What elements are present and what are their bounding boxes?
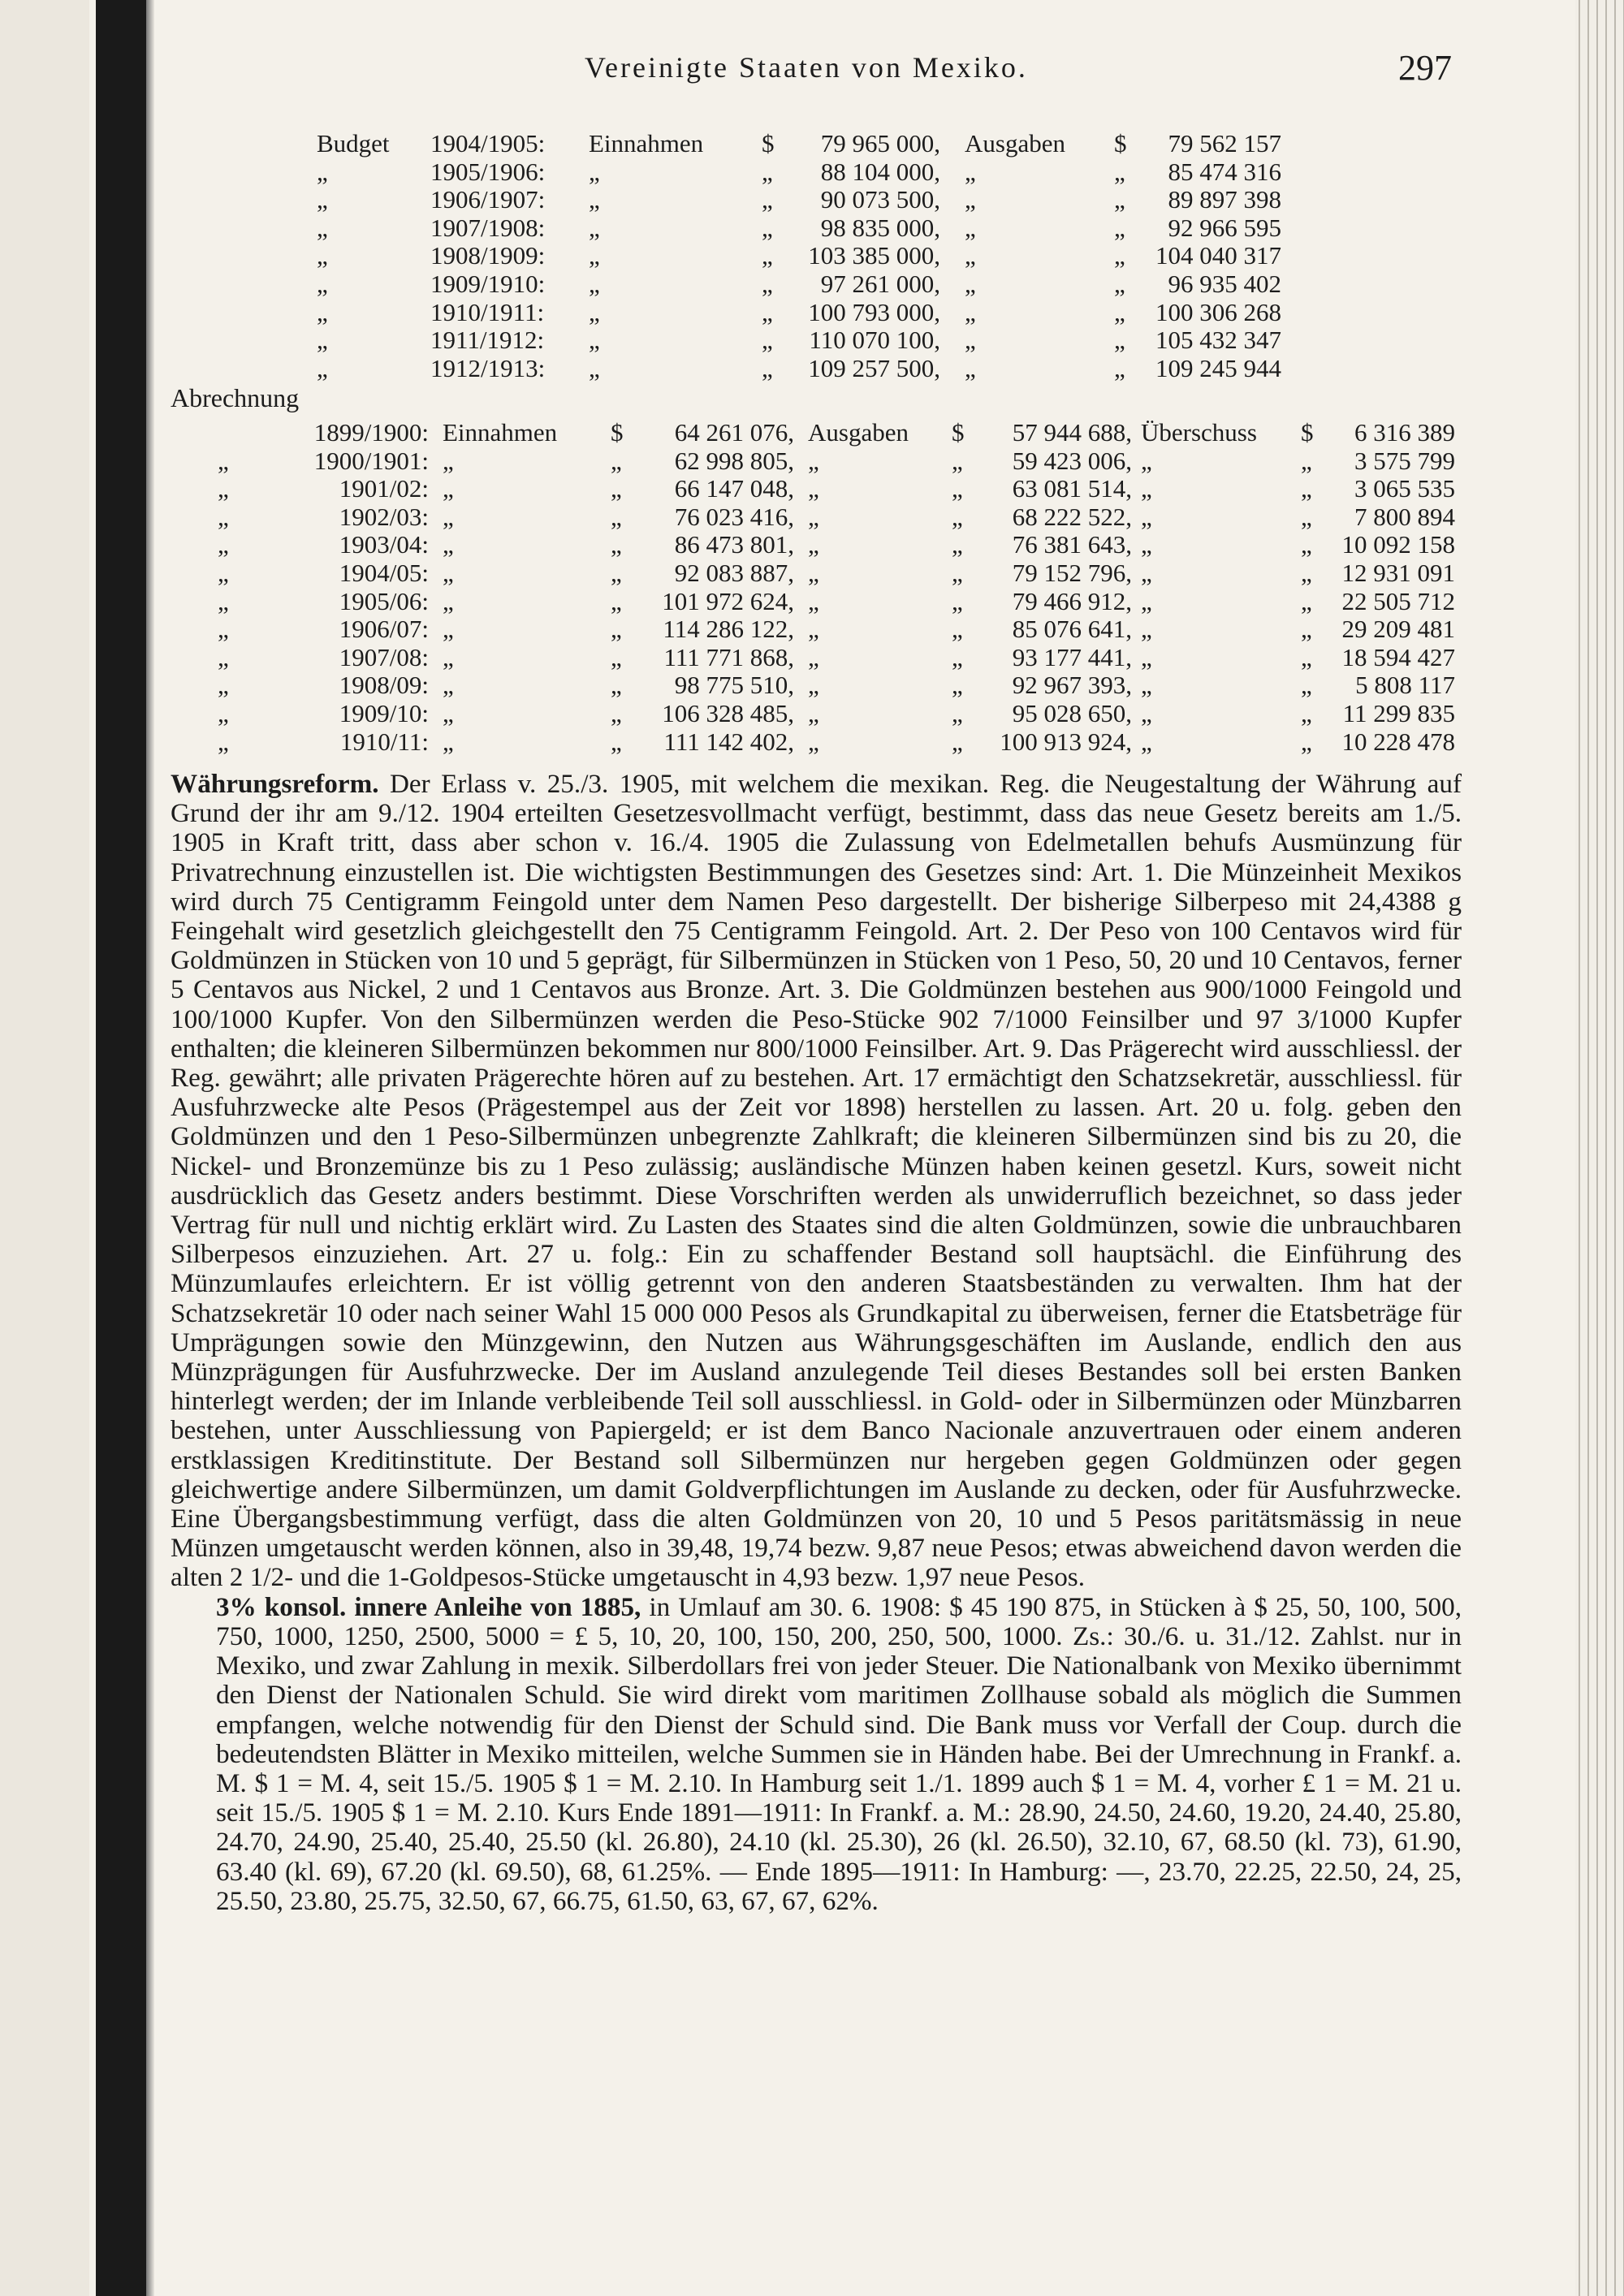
budget-cell-label2: Ausgaben (965, 129, 1065, 158)
abrechnung-cell-c1: „ (611, 586, 622, 615)
abrechnung-cell-period: 1900/1901: (313, 446, 429, 475)
abrechnung-cell-l2: „ (808, 502, 819, 531)
abrechnung-heading: Abrechnung (171, 383, 300, 412)
budget-cell-label: „ (589, 241, 600, 270)
abrechnung-cell-l3: „ (1141, 642, 1152, 671)
abrechnung-cell-expense: 76 381 643, (1012, 530, 1132, 559)
abrechnung-cell-c3: $ (1301, 418, 1314, 447)
abrechnung-cell-c2: „ (952, 671, 963, 700)
waehrung-heading: Währungsreform. (171, 769, 379, 799)
budget-cell-label: „ (589, 353, 600, 382)
anleihe-text: in Umlauf am 30. 6. 1908: $ 45 190 875, in Stücken à $ 25, 50, 100, 500, 750, 1000, 1250, 2500, 5000 = £ 5, 10, 20, 100, 150, 200, 250, 500, 1000. Zs.: 30./6. u. 31./12. Zahlst. nur in Mexiko, und zwar Zahlung in mexik. Silberdollars frei von jeder Steuer. Die Nationalbank von Mexiko übernimmt den Dienst der Nationalen Schuld. Sie wird direkt vom maritimen Zollhause sobald als möglich die Summen empfangen, welche notwendig für den Dienst der Schuld sind. Die Bank muss vor Verfall der Coup. durch die bedeutendsten Blätter in Mexiko mitteilen, welche Summen sie in Händen habe. Bei der Umrechnung in Frankf. a. M. $ 1 = M. 4, seit 15./5. 1905 $ 1 = M. 2.10. In Hamburg seit 1./1. 1899 auch $ 1 = M. 4, vorher £ 1 = M. 21 u. seit 15./5. 1905 $ 1 = M. 2.10. Kurs Ende 1891—1911: In Frankf. a. M.: 28.90, 24.50, 24.60, 19.20, 24.40, 25.80, 24.70, 24.90, 25.40, 25.40, 25.50 (kl. 26.80), 24.10 (kl. 25.30), 26 (kl. 26.50), 32.10, 67, 68.50 (kl. 73), 61.90, 63.40 (kl. 69), 67.20 (kl. 69.50), 68, 61.25%. — Ende 1895—1911: In Hamburg: —, 23.70, 22.25, 22.50, 24, 25, 25.50, 23.80, 25.75, 32.50, 67, 66.75, 61.50, 63, 67, 67, 62%. (216, 1591, 1462, 1916)
budget-row (0, 242, 1299, 270)
budget-cell-label2: „ (965, 241, 976, 270)
abrechnung-cell-c1: „ (611, 474, 622, 503)
abrechnung-cell-l3: „ (1141, 474, 1152, 503)
budget-row (0, 270, 1299, 299)
abrechnung-cell-c3: „ (1301, 474, 1312, 503)
abrechnung-cell-c2: „ (952, 530, 963, 559)
abrechnung-cell-expense: 79 466 912, (1012, 586, 1132, 615)
abrechnung-cell-lead: „ (218, 671, 229, 700)
abrechnung-cell-c3: „ (1301, 615, 1312, 644)
abrechnung-cell-l1: „ (443, 642, 454, 671)
abrechnung-cell-surplus: 3 065 535 (1354, 474, 1455, 503)
budget-cell-label2: „ (965, 269, 976, 298)
abrechnung-cell-l2: „ (808, 615, 819, 644)
waehrung-paragraph (171, 770, 1462, 1593)
budget-cell-label: „ (589, 269, 600, 298)
abrechnung-cell-income: 62 998 805, (674, 446, 794, 475)
abrechnung-cell-c2: „ (952, 446, 963, 475)
budget-cell-period: 1907/1908: (430, 213, 546, 242)
body-text (171, 770, 1462, 1916)
abrechnung-cell-c2: „ (952, 502, 963, 531)
abrechnung-cell-period: 1908/09: (339, 671, 429, 700)
abrechnung-cell-l3: „ (1141, 530, 1152, 559)
budget-cell-lead: „ (317, 297, 328, 326)
abrechnung-cell-lead: „ (218, 446, 229, 475)
abrechnung-cell-surplus: 18 594 427 (1341, 642, 1455, 671)
budget-cell-cur1: „ (762, 241, 773, 270)
abrechnung-cell-c2: „ (952, 474, 963, 503)
budget-cell-cur2: „ (1114, 185, 1125, 214)
budget-cell-lead: „ (317, 326, 328, 355)
abrechnung-cell-income: 106 328 485, (662, 698, 794, 727)
abrechnung-cell-l2: „ (808, 446, 819, 475)
abrechnung-cell-c3: „ (1301, 558, 1312, 587)
abrechnung-cell-c1: „ (611, 530, 622, 559)
page-number: 297 (1398, 48, 1452, 88)
abrechnung-cell-l2: „ (808, 671, 819, 700)
abrechnung-cell-c1: „ (611, 727, 622, 756)
abrechnung-cell-l3: Überschuss (1141, 418, 1257, 447)
abrechnung-cell-l1: „ (443, 727, 454, 756)
abrechnung-cell-c3: „ (1301, 502, 1312, 531)
budget-cell-label2: „ (965, 353, 976, 382)
abrechnung-cell-expense: 63 081 514, (1012, 474, 1132, 503)
abrechnung-cell-c2: $ (952, 418, 965, 447)
abrechnung-cell-expense: 79 152 796, (1012, 558, 1132, 587)
abrechnung-cell-period: 1904/05: (339, 558, 429, 587)
budget-cell-income: 110 070 100, (809, 326, 940, 355)
budget-cell-expense: 89 897 398 (1168, 185, 1281, 214)
budget-cell-cur2: „ (1114, 157, 1125, 186)
abrechnung-cell-surplus: 10 228 478 (1341, 727, 1455, 756)
budget-cell-lead: Budget (317, 129, 390, 158)
abrechnung-cell-lead: „ (218, 727, 229, 756)
budget-cell-cur1: „ (762, 297, 773, 326)
budget-table (0, 130, 1299, 382)
abrechnung-cell-l1: „ (443, 615, 454, 644)
budget-cell-cur1: „ (762, 157, 773, 186)
abrechnung-cell-l1: „ (443, 586, 454, 615)
budget-cell-cur2: „ (1114, 213, 1125, 242)
abrechnung-row (0, 727, 1455, 757)
abrechnung-cell-l2: „ (808, 558, 819, 587)
abrechnung-cell-c3: „ (1301, 530, 1312, 559)
abrechnung-cell-l2: „ (808, 727, 819, 756)
budget-cell-income: 103 385 000, (808, 241, 940, 270)
abrechnung-cell-period: 1909/10: (339, 698, 429, 727)
abrechnung-cell-surplus: 6 316 389 (1354, 418, 1455, 447)
abrechnung-cell-surplus: 3 575 799 (1354, 446, 1455, 475)
budget-cell-expense: 79 562 157 (1168, 129, 1281, 158)
abrechnung-cell-period: 1901/02: (339, 474, 429, 503)
budget-cell-lead: „ (317, 213, 328, 242)
budget-cell-period: 1905/1906: (430, 157, 546, 186)
budget-cell-cur1: „ (762, 213, 773, 242)
abrechnung-cell-expense: 100 913 924, (1000, 727, 1132, 756)
budget-cell-lead: „ (317, 353, 328, 382)
abrechnung-cell-l3: „ (1141, 615, 1152, 644)
budget-cell-label: „ (589, 326, 600, 355)
abrechnung-cell-l1: „ (443, 530, 454, 559)
waehrung-text: Der Erlass v. 25./3. 1905, mit welchem die mexikan. Reg. die Neugestaltung der Währung auf Grund der ihr am 9./12. 1904 erteilten Gesetzesvollmacht verfügt, bestimmt, dass das neue Gesetz bereits am 1./5. 1905 in Kraft tritt, dass aber schon v. 16./4. 1905 die Zulassung von Edelmetallen behufs Ausmünzung für Privatrechnung einzustellen ist. Die wichtigsten Bestimmungen des Gesetzes sind: Art. 1. Die Münzeinheit Mexikos wird durch 75 Centigramm Feingold unter dem Namen Peso dargestellt. Der bisherige Silberpeso mit 24,4388 g Feingehalt wird gesetzlich gleichgestellt den 75 Centigramm Feingold. Art. 2. Der Peso von 100 Centavos wird für Goldmünzen in Stücken von 10 und 5 geprägt, für Silbermünzen in Stücken von 1 Peso, 50, 20 und 10 Centavos, ferner 5 Centavos aus Nickel, 2 und 1 Centavos aus Bronze. Art. 3. Die Goldmünzen bestehen aus 900/1000 Feingold und 100/1000 Kupfer. Von den Silbermünzen werden die Peso-Stücke 902 7/1000 Feinsilber und 97 3/1000 Kupfer enthalten; die kleineren Silbermünzen bekommen nur 800/1000 Feinsilber. Art. 9. Das Prägerecht wird ausschliessl. der Reg. gewährt; alle privaten Prägerechte hören auf zu bestehen. Art. 17 ermächtigt den Schatzsekretär, ausschliessl. für Ausfuhrzwecke alte Pesos (Prägestempel aus der Zeit vor 1898) herstellen zu lassen. Art. 20 u. folg. geben den Goldmünzen und den 1 Peso-Silbermünzen unbegrenzte Zahlkraft; die kleineren Silbermünzen sind bis zu 20, die Nickel- und Bronzemünze bis zu 1 Peso zulässig; ausländische Münzen haben keinen gesetzl. Kurs, soweit nicht ausdrücklich das Gesetz anders bestimmt. Diese Vorschriften werden als unwiderruflich bezeichnet, so dass jeder Vertrag für null und nichtig erklärt wird. Zu Lasten des Staates sind die alten Goldmünzen, sowie die unbrauchbaren Silberpesos einzuziehen. Art. 27 u. folg.: Ein zu schaffender Bestand soll hauptsächl. die Einführung des Münzumlaufes erleichtern. Er ist völlig getrennt von den anderen Staatsbeständen zu verwalten. Ihm hat der Schatzsekretär 10 oder nach seiner Wahl 15 000 000 Pesos als Grundkapital zu überweisen, ferner die Etatsbeträge für Umprägungen sowie den Münzgewinn, den Nutzen aus Währungsgeschäften im Auslande, endlich den aus Münzprägungen für Ausfuhrzwecke. Der im Ausland anzulegende Teil dieses Bestandes soll bei ersten Banken hinterlegt werden; der im Inlande verbleibende Teil soll ausschliessl. in Gold- oder in Silbermünzen oder Münzbarren bestehen, unter Ausschliessung von Papiergeld; er ist dem Banco Nacionale anzuvertrauen oder einem anderen erstklassigen Kreditinstitute. Der Bestand soll Silbermünzen nur hergeben gegen Goldmünzen oder gegen gleichwertige andere Silbermünzen, um damit Goldverpflichtungen im Auslande zu decken, oder für Ausfuhrzwecke. Eine Übergangsbestimmung verfügt, dass die alten Goldmünzen von 20, 10 und 5 Pesos paritätsmässig in neue Münzen umgetauscht werden können, also in 39,48, 19,74 bezw. 9,87 neue Pesos; etwas abweichend davon werden die alten 2 1/2- und die 1-Goldpesos-Stücke umgetauscht in 4,93 bezw. 1,97 neue Pesos. (171, 769, 1462, 1593)
abrechnung-cell-l2: „ (808, 698, 819, 727)
budget-cell-cur2: „ (1114, 326, 1125, 355)
abrechnung-cell-surplus: 12 931 091 (1341, 558, 1455, 587)
budget-cell-expense: 109 245 944 (1155, 353, 1281, 382)
abrechnung-cell-l1: „ (443, 446, 454, 475)
abrechnung-cell-period: 1906/07: (339, 615, 429, 644)
budget-cell-period: 1912/1913: (430, 353, 546, 382)
budget-cell-income: 79 965 000, (820, 129, 940, 158)
abrechnung-cell-c2: „ (952, 586, 963, 615)
abrechnung-cell-lead: „ (218, 530, 229, 559)
abrechnung-cell-c1: „ (611, 615, 622, 644)
abrechnung-cell-income: 86 473 801, (674, 530, 794, 559)
abrechnung-cell-lead: „ (218, 474, 229, 503)
abrechnung-row (0, 530, 1455, 559)
budget-row (0, 186, 1299, 214)
abrechnung-cell-c1: „ (611, 502, 622, 531)
abrechnung-row (0, 502, 1455, 532)
abrechnung-cell-income: 98 775 510, (674, 671, 794, 700)
abrechnung-cell-c1: $ (611, 418, 624, 447)
budget-row (0, 326, 1299, 355)
abrechnung-row (0, 474, 1455, 503)
abrechnung-cell-c2: „ (952, 727, 963, 756)
abrechnung-cell-l1: „ (443, 502, 454, 531)
budget-cell-label: „ (589, 213, 600, 242)
budget-cell-income: 97 261 000, (820, 269, 940, 298)
abrechnung-cell-expense: 92 967 393, (1012, 671, 1132, 700)
abrechnung-cell-c2: „ (952, 642, 963, 671)
abrechnung-row (0, 642, 1455, 672)
budget-row (0, 130, 1299, 158)
budget-cell-period: 1910/1911: (430, 297, 545, 326)
abrechnung-cell-income: 76 023 416, (674, 502, 794, 531)
abrechnung-cell-lead: „ (218, 586, 229, 615)
budget-cell-period: 1904/1905: (430, 129, 546, 158)
abrechnung-cell-l1: Einnahmen (443, 418, 558, 447)
abrechnung-cell-surplus: 7 800 894 (1354, 502, 1455, 531)
running-head: Vereinigte Staaten von Mexiko. (585, 51, 1028, 84)
abrechnung-cell-surplus: 10 092 158 (1341, 530, 1455, 559)
page-edge-stack (1575, 0, 1624, 2296)
abrechnung-cell-expense: 57 944 688, (1012, 418, 1132, 447)
abrechnung-cell-income: 111 142 402, (663, 727, 794, 756)
budget-cell-cur2: $ (1114, 129, 1127, 158)
abrechnung-cell-lead: „ (218, 502, 229, 531)
anleihe-heading: 3% konsol. innere Anleihe von 1885, (216, 1591, 641, 1622)
budget-cell-income: 90 073 500, (820, 185, 940, 214)
abrechnung-cell-l3: „ (1141, 727, 1152, 756)
abrechnung-row (0, 418, 1455, 447)
abrechnung-cell-l3: „ (1141, 586, 1152, 615)
abrechnung-cell-l1: „ (443, 558, 454, 587)
budget-cell-expense: 100 306 268 (1155, 297, 1281, 326)
abrechnung-cell-c2: „ (952, 698, 963, 727)
budget-row (0, 299, 1299, 327)
abrechnung-cell-lead: „ (218, 615, 229, 644)
abrechnung-cell-lead: „ (218, 558, 229, 587)
abrechnung-cell-c2: „ (952, 558, 963, 587)
abrechnung-cell-income: 92 083 887, (674, 558, 794, 587)
abrechnung-cell-period: 1907/08: (339, 642, 429, 671)
budget-cell-expense: 104 040 317 (1155, 241, 1281, 270)
abrechnung-cell-c3: „ (1301, 727, 1312, 756)
budget-cell-label2: „ (965, 185, 976, 214)
abrechnung-cell-period: 1905/06: (339, 586, 429, 615)
abrechnung-cell-l3: „ (1141, 502, 1152, 531)
abrechnung-cell-period: 1899/1900: (313, 418, 429, 447)
abrechnung-cell-l3: „ (1141, 698, 1152, 727)
budget-cell-lead: „ (317, 269, 328, 298)
abrechnung-cell-expense: 59 423 006, (1012, 446, 1132, 475)
abrechnung-cell-expense: 95 028 650, (1012, 698, 1132, 727)
abrechnung-cell-expense: 85 076 641, (1012, 615, 1132, 644)
budget-cell-cur2: „ (1114, 269, 1125, 298)
budget-cell-expense: 85 474 316 (1168, 157, 1281, 186)
budget-row (0, 355, 1299, 383)
abrechnung-cell-l3: „ (1141, 558, 1152, 587)
abrechnung-cell-c3: „ (1301, 586, 1312, 615)
abrechnung-cell-c3: „ (1301, 642, 1312, 671)
abrechnung-cell-period: 1910/11: (339, 727, 429, 756)
budget-cell-lead: „ (317, 241, 328, 270)
abrechnung-row (0, 698, 1455, 728)
budget-cell-label2: „ (965, 326, 976, 355)
budget-cell-label: „ (589, 157, 600, 186)
abrechnung-cell-l2: „ (808, 586, 819, 615)
abrechnung-cell-expense: 68 222 522, (1012, 502, 1132, 531)
budget-cell-period: 1906/1907: (430, 185, 546, 214)
budget-cell-income: 98 835 000, (820, 213, 940, 242)
budget-cell-cur2: „ (1114, 297, 1125, 326)
abrechnung-cell-expense: 93 177 441, (1012, 642, 1132, 671)
abrechnung-cell-c3: „ (1301, 671, 1312, 700)
abrechnung-cell-l2: „ (808, 642, 819, 671)
abrechnung-cell-income: 66 147 048, (674, 474, 794, 503)
abrechnung-row (0, 446, 1455, 476)
budget-cell-cur1: $ (762, 129, 775, 158)
budget-cell-label: „ (589, 297, 600, 326)
abrechnung-cell-income: 64 261 076, (674, 418, 794, 447)
abrechnung-cell-period: 1902/03: (339, 502, 429, 531)
abrechnung-cell-surplus: 11 299 835 (1342, 698, 1455, 727)
abrechnung-cell-lead: „ (218, 642, 229, 671)
abrechnung-cell-l3: „ (1141, 446, 1152, 475)
abrechnung-row (0, 671, 1455, 700)
budget-cell-label2: „ (965, 297, 976, 326)
budget-cell-cur1: „ (762, 353, 773, 382)
abrechnung-cell-l1: „ (443, 698, 454, 727)
budget-cell-lead: „ (317, 185, 328, 214)
budget-cell-expense: 92 966 595 (1168, 213, 1281, 242)
abrechnung-cell-period: 1903/04: (339, 530, 429, 559)
abrechnung-cell-l3: „ (1141, 671, 1152, 700)
abrechnung-cell-c1: „ (611, 446, 622, 475)
budget-cell-income: 88 104 000, (820, 157, 940, 186)
abrechnung-cell-c3: „ (1301, 446, 1312, 475)
abrechnung-cell-c1: „ (611, 558, 622, 587)
abrechnung-cell-c3: „ (1301, 698, 1312, 727)
budget-cell-income: 100 793 000, (808, 297, 940, 326)
budget-cell-cur1: „ (762, 185, 773, 214)
abrechnung-cell-c1: „ (611, 671, 622, 700)
budget-cell-expense: 105 432 347 (1155, 326, 1281, 355)
abrechnung-cell-l2: Ausgaben (808, 418, 909, 447)
budget-cell-expense: 96 935 402 (1168, 269, 1281, 298)
abrechnung-cell-lead: „ (218, 698, 229, 727)
anleihe-paragraph (171, 1593, 1462, 1916)
abrechnung-cell-c1: „ (611, 698, 622, 727)
abrechnung-cell-l1: „ (443, 474, 454, 503)
abrechnung-row (0, 615, 1455, 644)
abrechnung-cell-l2: „ (808, 474, 819, 503)
abrechnung-cell-l1: „ (443, 671, 454, 700)
abrechnung-cell-c2: „ (952, 615, 963, 644)
budget-cell-cur2: „ (1114, 353, 1125, 382)
budget-cell-income: 109 257 500, (808, 353, 940, 382)
budget-cell-label2: „ (965, 157, 976, 186)
abrechnung-cell-c1: „ (611, 642, 622, 671)
abrechnung-cell-surplus: 22 505 712 (1341, 586, 1455, 615)
budget-cell-cur2: „ (1114, 241, 1125, 270)
abrechnung-cell-l2: „ (808, 530, 819, 559)
budget-cell-period: 1909/1910: (430, 269, 546, 298)
budget-cell-cur1: „ (762, 269, 773, 298)
abrechnung-row (0, 558, 1455, 588)
budget-row (0, 214, 1299, 243)
abrechnung-row (0, 586, 1455, 616)
budget-cell-label: „ (589, 185, 600, 214)
budget-cell-label2: „ (965, 213, 976, 242)
abrechnung-cell-income: 114 286 122, (663, 615, 794, 644)
budget-cell-cur1: „ (762, 326, 773, 355)
budget-row (0, 158, 1299, 187)
budget-cell-label: Einnahmen (589, 129, 704, 158)
abrechnung-cell-surplus: 5 808 117 (1355, 671, 1455, 700)
budget-cell-period: 1911/1912: (430, 326, 545, 355)
abrechnung-cell-surplus: 29 209 481 (1341, 615, 1455, 644)
budget-cell-period: 1908/1909: (430, 241, 546, 270)
abrechnung-cell-income: 101 972 624, (662, 586, 794, 615)
budget-cell-lead: „ (317, 157, 328, 186)
abrechnung-cell-income: 111 771 868, (663, 642, 794, 671)
abrechnung-table (0, 418, 1455, 756)
